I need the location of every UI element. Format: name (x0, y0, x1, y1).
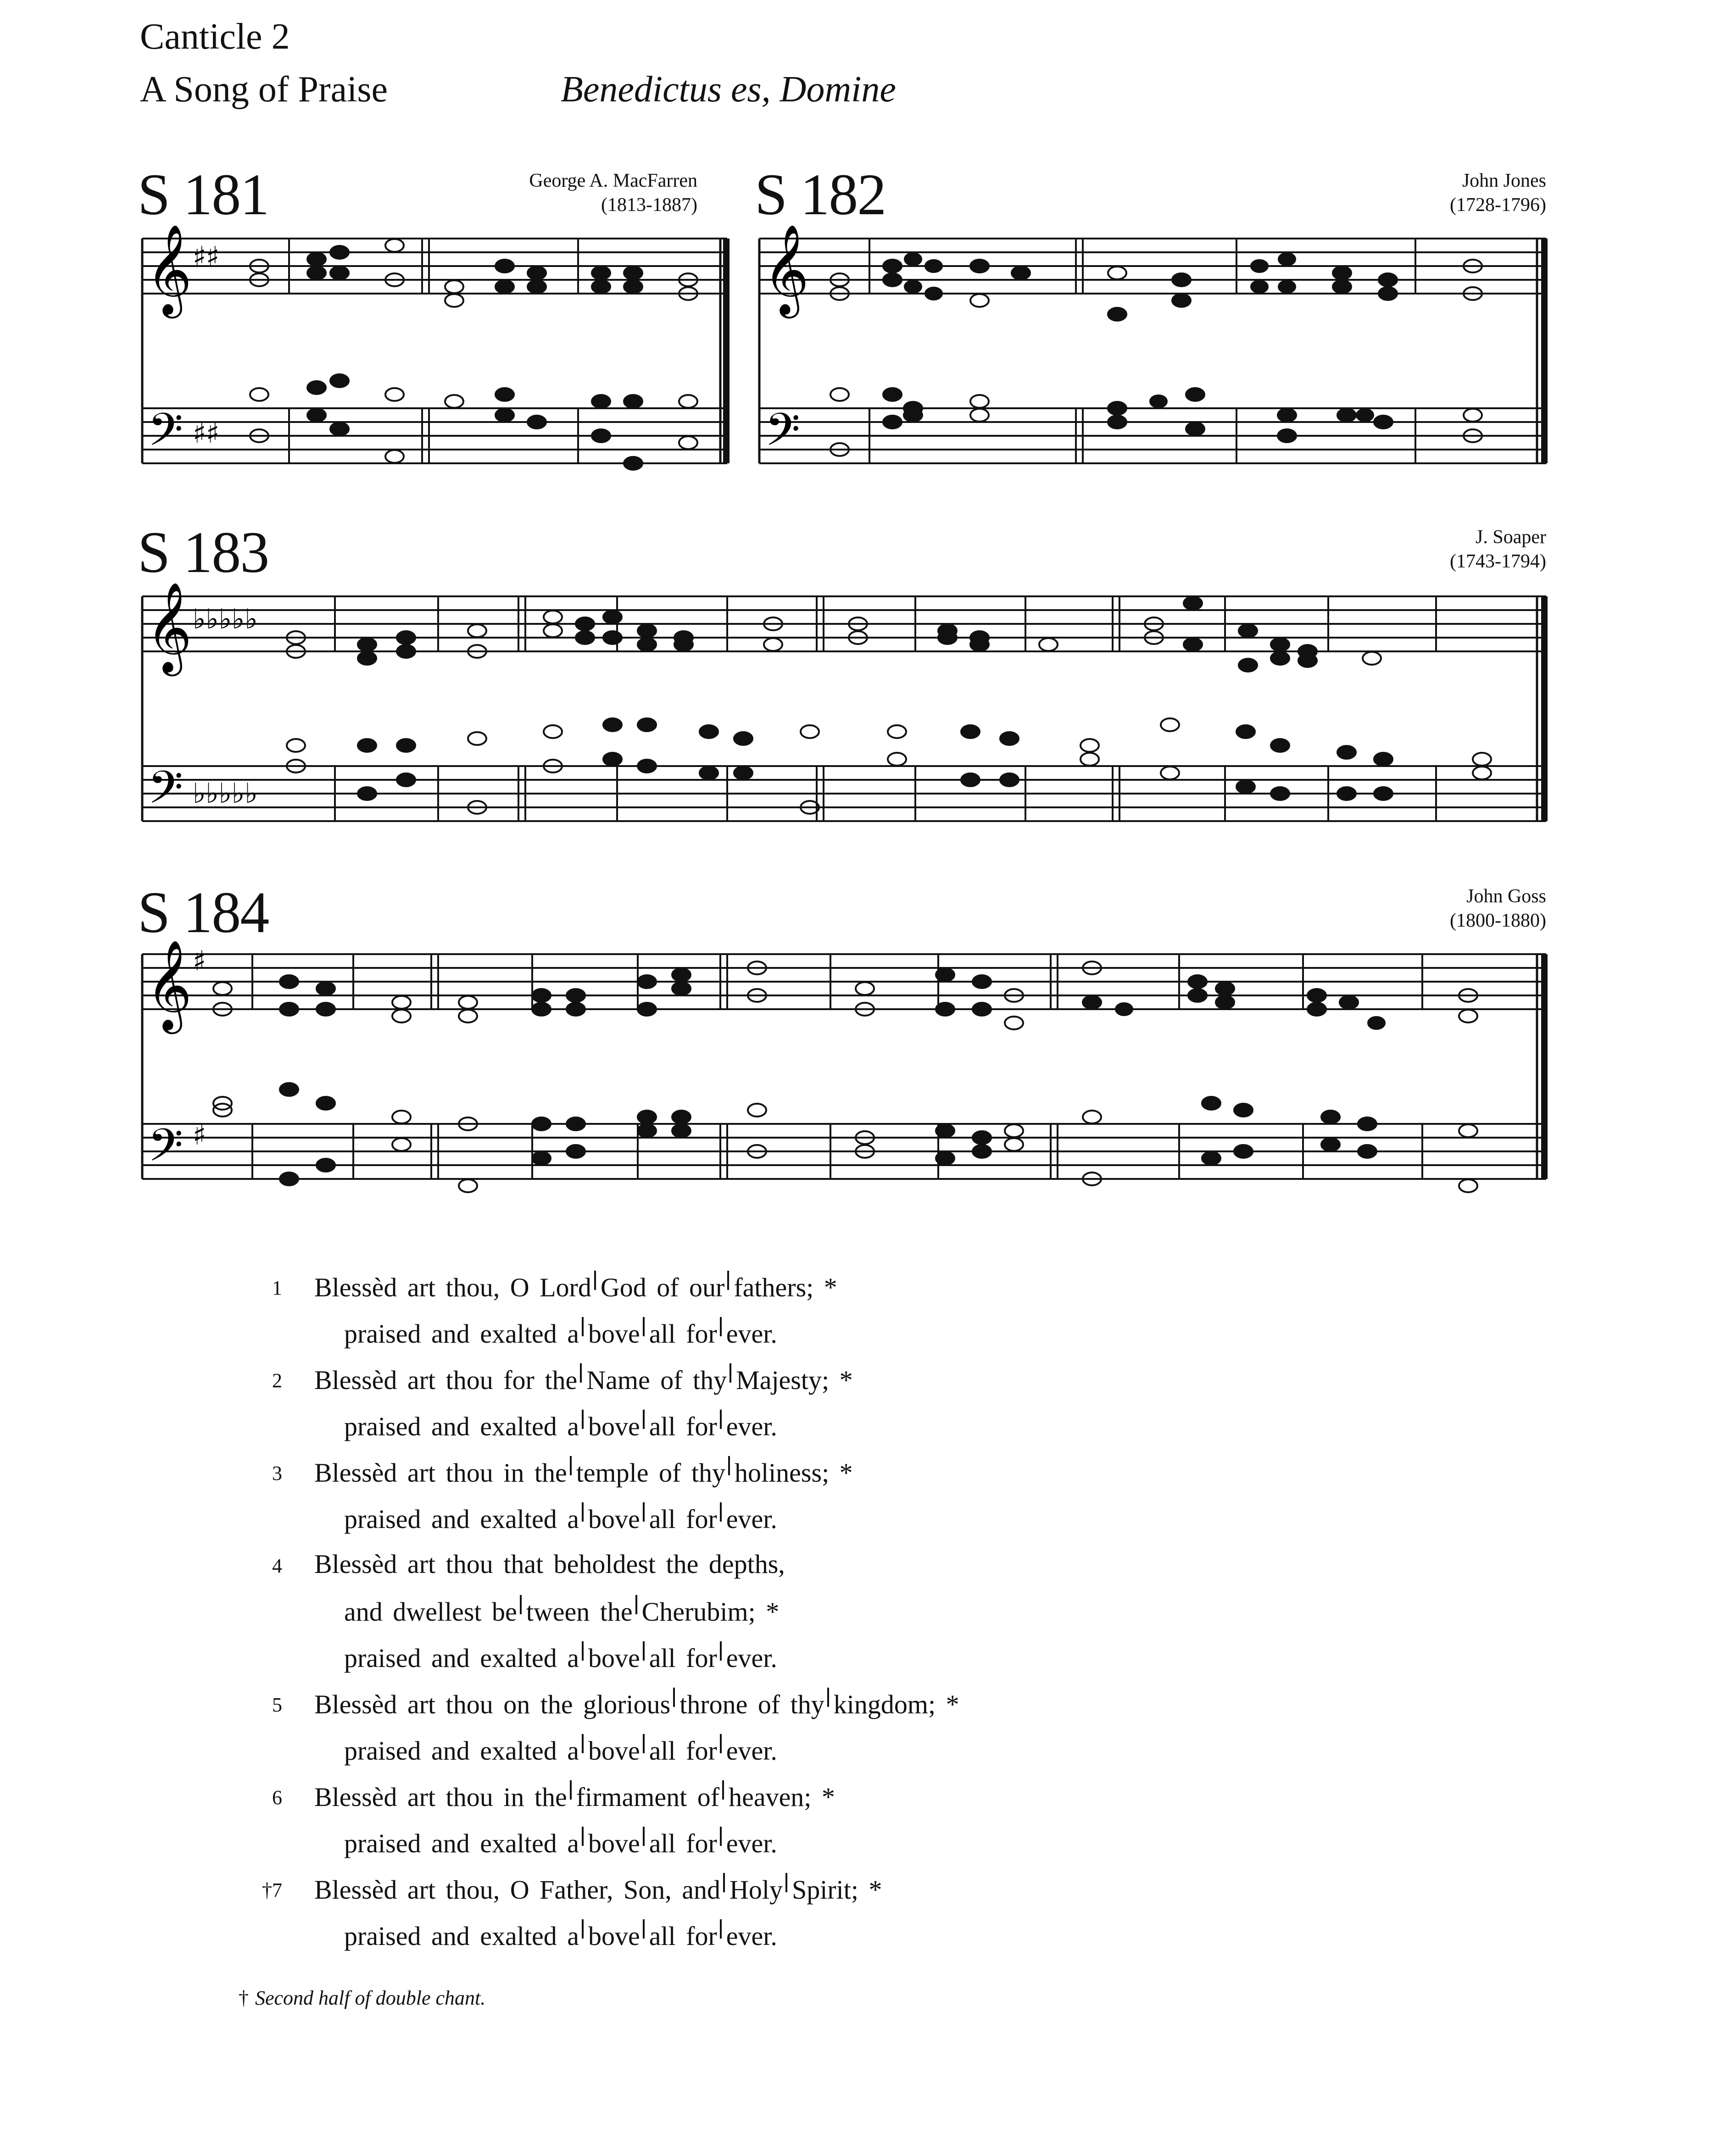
verse-segment: all for (649, 1411, 717, 1441)
pointing-mark (727, 1271, 729, 1290)
composer-dates: (1800-1880) (1450, 910, 1546, 931)
verse-segment: tween the (526, 1597, 633, 1627)
verse-line (344, 1502, 777, 1534)
verse-line (272, 1363, 853, 1395)
composer-s182 (1271, 169, 1546, 217)
canticle-title: A Song of Praise (140, 69, 388, 110)
footnote-text: Second half of double chant. (255, 1987, 486, 2009)
verse-segment: praised and exalted a (344, 1643, 579, 1673)
treble-staff (142, 596, 1546, 651)
sharp-icon: ♯ (193, 1119, 206, 1151)
pointing-mark (720, 1410, 722, 1429)
pointing-mark (594, 1271, 596, 1290)
composer-name: John Jones (1462, 170, 1546, 191)
verse-segment: Name of thy (586, 1365, 727, 1395)
verse-line (272, 1549, 785, 1579)
pointing-mark (582, 1919, 584, 1939)
verse-segment: Blessèd art thou, O Father, Son, and (314, 1875, 720, 1905)
verse-line (344, 1317, 777, 1349)
verse-line (272, 1271, 837, 1303)
verse-segment: ever. (726, 1921, 777, 1951)
pointing-mark (582, 1502, 584, 1522)
verse-segment: firmament of (576, 1782, 720, 1812)
chant-id-s184: S 184 (138, 880, 269, 945)
verse-number: 1 (272, 1277, 282, 1299)
verse-segment: bove (588, 1504, 640, 1534)
composer-dates: (1728-1796) (1450, 194, 1546, 216)
verse-segment: God of our (600, 1272, 725, 1302)
treble-clef-icon: 𝄞 (146, 939, 192, 1030)
pointing-mark (643, 1827, 645, 1846)
verse-segment: heaven; * (729, 1782, 835, 1812)
pointing-mark (580, 1363, 582, 1383)
verse-segment: Blessèd art thou on the glorious (314, 1689, 671, 1719)
verse-segment: bove (588, 1319, 640, 1349)
verse-segment: Spirit; * (791, 1875, 882, 1905)
pointing-mark (720, 1919, 722, 1939)
treble-clef-icon: 𝄞 (146, 224, 192, 315)
composer-s184 (1271, 884, 1546, 933)
bass-clef-icon: 𝄢 (765, 404, 801, 467)
bass-clef-icon: 𝄢 (148, 1119, 184, 1183)
verse-segment: Cherubim; * (641, 1597, 780, 1627)
bass-clef-icon: 𝄢 (148, 761, 184, 825)
verse-segment: bove (588, 1643, 640, 1673)
verse-line (344, 1595, 779, 1627)
bass-staff (142, 408, 727, 463)
verse-number: 6 (272, 1786, 282, 1809)
verse-segment: ever. (726, 1643, 777, 1673)
verse-segment: bove (588, 1828, 640, 1858)
verse-line (344, 1734, 777, 1766)
verse-segment: Holy (729, 1875, 783, 1905)
composer-name: J. Soaper (1476, 527, 1546, 548)
verse-segment: all for (649, 1319, 717, 1349)
pointing-mark (570, 1780, 572, 1800)
chant-id-s183: S 183 (138, 520, 269, 585)
verse-line (272, 1780, 835, 1812)
verse-segment: ever. (726, 1504, 777, 1534)
verse-number: 5 (272, 1694, 282, 1716)
latin-title: Benedictus es, Domine (561, 69, 896, 110)
verse-line (344, 1410, 777, 1442)
verse-number: 4 (272, 1555, 282, 1577)
verse-segment: kingdom; * (833, 1689, 959, 1719)
pointing-mark (673, 1688, 675, 1707)
pointing-mark (520, 1595, 522, 1614)
verse-segment: bove (588, 1736, 640, 1766)
pointing-mark (643, 1502, 645, 1522)
sharp-icon: ♯♯ (193, 241, 220, 273)
verse-segment: ever. (726, 1828, 777, 1858)
pointing-mark (643, 1641, 645, 1661)
composer-dates: (1813-1887) (601, 194, 697, 216)
chant-id-s181: S 181 (138, 162, 269, 227)
pointing-mark (635, 1595, 637, 1614)
verse-line (344, 1827, 777, 1859)
pointing-mark (643, 1734, 645, 1753)
verse-segment: all for (649, 1504, 717, 1534)
pointing-mark (730, 1363, 731, 1383)
composer-dates: (1743-1794) (1450, 550, 1546, 572)
bass-staff (142, 766, 1546, 821)
treble-staff (759, 239, 1546, 294)
verse-segment: and dwellest be (344, 1597, 517, 1627)
chant-id-s182: S 182 (755, 162, 886, 227)
composer-s183 (1271, 525, 1546, 573)
pointing-mark (723, 1873, 725, 1892)
verse-segment: praised and exalted a (344, 1736, 579, 1766)
pointing-mark (720, 1734, 722, 1753)
verse-segment: praised and exalted a (344, 1921, 579, 1951)
verse-number: 2 (272, 1369, 282, 1392)
verse-line (344, 1919, 777, 1951)
verse-number: †7 (262, 1879, 282, 1901)
verse-line (272, 1456, 853, 1488)
flat-icon: ♭♭♭♭♭ (193, 603, 258, 635)
pointing-mark (720, 1827, 722, 1846)
pointing-mark (570, 1456, 572, 1475)
verse-segment: holiness; * (734, 1458, 853, 1488)
verse-segment: Majesty; * (736, 1365, 853, 1395)
verse-segment: praised and exalted a (344, 1828, 579, 1858)
music-s181 (138, 216, 730, 509)
verse-segment: ever. (726, 1319, 777, 1349)
verse-segment: fathers; * (734, 1272, 837, 1302)
pointing-mark (722, 1780, 724, 1800)
verse-segment: Blessèd art thou for the (314, 1365, 578, 1395)
pointing-mark (582, 1641, 584, 1661)
verse-segment: Blessèd art thou, O Lord (314, 1272, 591, 1302)
pointing-mark (582, 1827, 584, 1846)
verse-segment: all for (649, 1921, 717, 1951)
verse-segment: throne of thy (679, 1689, 824, 1719)
pointing-mark (643, 1410, 645, 1429)
composer-name: George A. MacFarren (529, 170, 697, 191)
pointing-mark (827, 1688, 829, 1707)
verse-segment: bove (588, 1411, 640, 1441)
verse-segment: all for (649, 1736, 717, 1766)
verse-segment: all for (649, 1828, 717, 1858)
pointing-mark (643, 1919, 645, 1939)
verse-segment: temple of thy (576, 1458, 725, 1488)
treble-clef-icon: 𝄞 (763, 224, 809, 315)
music-s183 (138, 573, 1548, 867)
treble-clef-icon: 𝄞 (146, 582, 192, 672)
sharp-icon: ♯ (193, 945, 206, 977)
verse-segment: all for (649, 1643, 717, 1673)
pointing-mark (720, 1641, 722, 1661)
verse-segment: Blessèd art thou in the (314, 1782, 567, 1812)
flat-icon: ♭♭♭♭♭ (193, 778, 258, 810)
pointing-mark (582, 1410, 584, 1429)
composer-name: John Goss (1466, 886, 1546, 907)
pointing-mark (785, 1873, 787, 1892)
verse-number: 3 (272, 1462, 282, 1484)
verse-segment: Blessèd art thou that beholdest the depths, (314, 1549, 785, 1579)
pointing-mark (720, 1502, 722, 1522)
verse-line (262, 1873, 882, 1905)
pointing-mark (582, 1734, 584, 1753)
verse-segment: ever. (726, 1411, 777, 1441)
composer-s181 (422, 169, 697, 217)
music-s184 (138, 931, 1548, 1225)
dagger-mark: † (239, 1987, 249, 2009)
sharp-icon: ♯♯ (193, 417, 220, 450)
verse-segment: praised and exalted a (344, 1504, 579, 1534)
verse-segment: praised and exalted a (344, 1411, 579, 1441)
verse-segment: bove (588, 1921, 640, 1951)
verse-segment: praised and exalted a (344, 1319, 579, 1349)
pointing-mark (728, 1456, 730, 1475)
bass-clef-icon: 𝄢 (148, 404, 184, 467)
verse-segment: ever. (726, 1736, 777, 1766)
pointing-mark (720, 1317, 722, 1336)
music-s182 (755, 216, 1548, 509)
pointing-mark (643, 1317, 645, 1336)
verse-segment: Blessèd art thou in the (314, 1458, 567, 1488)
bass-staff (759, 408, 1546, 463)
pointing-mark (582, 1317, 584, 1336)
verse-line (344, 1641, 777, 1673)
verse-line (272, 1688, 959, 1720)
canticle-number: Canticle 2 (140, 17, 290, 57)
footnote (239, 1986, 485, 2010)
